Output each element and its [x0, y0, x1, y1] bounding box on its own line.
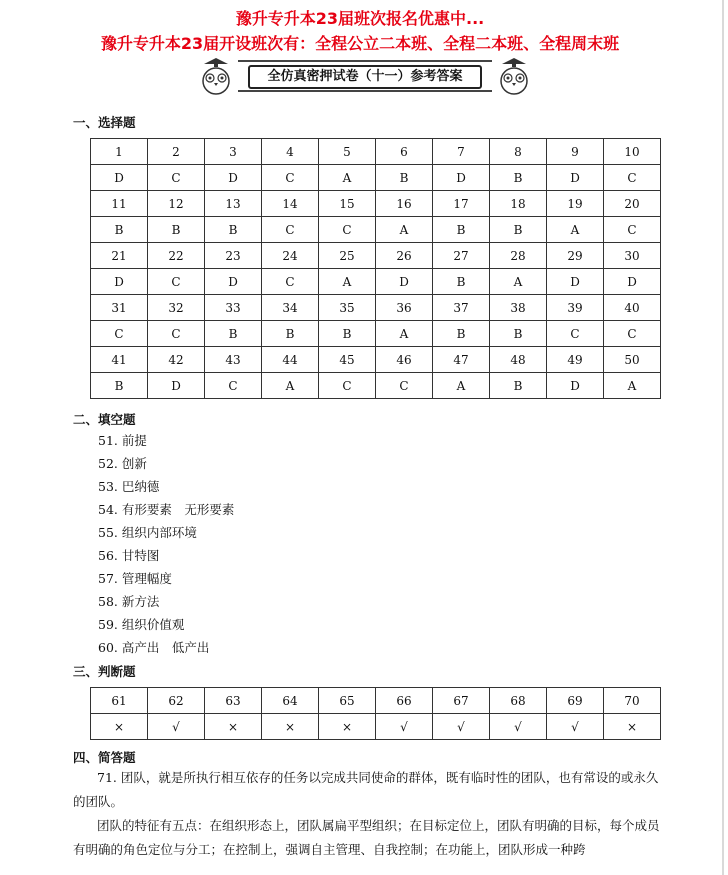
table-cell: 46: [376, 347, 433, 373]
table-cell: C: [91, 321, 148, 347]
table-cell: B: [490, 217, 547, 243]
table-cell: D: [91, 165, 148, 191]
list-item: 58. 新方法: [98, 594, 160, 609]
table-cell: D: [205, 165, 262, 191]
table-cell: 61: [91, 688, 148, 714]
table-cell: C: [148, 269, 205, 295]
table-cell: A: [604, 373, 661, 399]
table-cell: 50: [604, 347, 661, 373]
table-cell: 30: [604, 243, 661, 269]
table-cell: A: [319, 269, 376, 295]
table-cell: D: [91, 269, 148, 295]
list-item: 55. 组织内部环境: [98, 525, 197, 540]
table-cell: B: [490, 373, 547, 399]
true-false-answer-table: [90, 687, 661, 740]
list-item: 53. 巴纳德: [98, 479, 160, 494]
table-cell: C: [205, 373, 262, 399]
table-cell: √: [376, 714, 433, 740]
table-cell: C: [604, 321, 661, 347]
table-cell: 16: [376, 191, 433, 217]
table-cell: 24: [262, 243, 319, 269]
table-row: [91, 347, 661, 373]
table-cell: 33: [205, 295, 262, 321]
table-cell: A: [376, 217, 433, 243]
table-row: [91, 243, 661, 269]
table-cell: 42: [148, 347, 205, 373]
table-cell: B: [490, 321, 547, 347]
table-cell: ×: [262, 714, 319, 740]
owl-mascot-icon: [496, 56, 532, 96]
table-cell: 38: [490, 295, 547, 321]
table-cell: 66: [376, 688, 433, 714]
table-cell: 4: [262, 139, 319, 165]
table-cell: B: [490, 165, 547, 191]
table-cell: 44: [262, 347, 319, 373]
table-cell: 40: [604, 295, 661, 321]
list-item: 57. 管理幅度: [98, 571, 172, 586]
promo-banner-line-1: 豫升专升本23届班次报名优惠中...: [235, 9, 485, 28]
table-cell: 28: [490, 243, 547, 269]
header-rule-top: [238, 60, 492, 62]
table-cell: 10: [604, 139, 661, 165]
section-title-fill-blank: 二、填空题: [73, 412, 136, 427]
table-cell: 47: [433, 347, 490, 373]
table-cell: D: [376, 269, 433, 295]
table-cell: B: [262, 321, 319, 347]
table-row: [91, 321, 661, 347]
table-cell: ×: [319, 714, 376, 740]
table-cell: 25: [319, 243, 376, 269]
table-cell: A: [376, 321, 433, 347]
table-cell: 15: [319, 191, 376, 217]
table-cell: √: [547, 714, 604, 740]
table-cell: B: [91, 373, 148, 399]
table-cell: A: [547, 217, 604, 243]
table-cell: 31: [91, 295, 148, 321]
table-cell: D: [205, 269, 262, 295]
table-cell: 64: [262, 688, 319, 714]
table-cell: B: [433, 269, 490, 295]
table-cell: 62: [148, 688, 205, 714]
table-row: [91, 191, 661, 217]
table-cell: 48: [490, 347, 547, 373]
table-cell: B: [433, 321, 490, 347]
table-cell: 68: [490, 688, 547, 714]
table-cell: 43: [205, 347, 262, 373]
list-item: 52. 创新: [98, 456, 147, 471]
table-cell: C: [262, 217, 319, 243]
table-cell: B: [91, 217, 148, 243]
table-cell: 27: [433, 243, 490, 269]
table-cell: 8: [490, 139, 547, 165]
table-cell: D: [148, 373, 205, 399]
table-cell: C: [148, 321, 205, 347]
table-cell: B: [376, 165, 433, 191]
table-cell: A: [262, 373, 319, 399]
table-cell: 49: [547, 347, 604, 373]
table-cell: 13: [205, 191, 262, 217]
list-item: 56. 甘特图: [98, 548, 160, 563]
table-cell: 6: [376, 139, 433, 165]
section-title-true-false: 三、判断题: [73, 664, 136, 679]
table-row: [91, 714, 661, 740]
table-cell: B: [433, 217, 490, 243]
table-cell: 39: [547, 295, 604, 321]
table-row: [91, 373, 661, 399]
table-cell: 67: [433, 688, 490, 714]
table-cell: 35: [319, 295, 376, 321]
table-cell: D: [547, 373, 604, 399]
table-row: [91, 269, 661, 295]
table-cell: 37: [433, 295, 490, 321]
table-cell: 1: [91, 139, 148, 165]
table-cell: 21: [91, 243, 148, 269]
owl-mascot-icon: [198, 56, 234, 96]
table-cell: A: [433, 373, 490, 399]
table-cell: 45: [319, 347, 376, 373]
list-item: 59. 组织价值观: [98, 617, 185, 632]
table-cell: B: [205, 321, 262, 347]
table-cell: 11: [91, 191, 148, 217]
answer-key-header: [198, 56, 532, 96]
table-cell: 20: [604, 191, 661, 217]
list-item: 60. 高产出 低产出: [98, 640, 210, 655]
choice-answer-table: [90, 138, 661, 399]
table-cell: 22: [148, 243, 205, 269]
table-cell: 7: [433, 139, 490, 165]
table-cell: A: [490, 269, 547, 295]
table-cell: C: [262, 269, 319, 295]
table-cell: 2: [148, 139, 205, 165]
table-cell: C: [319, 217, 376, 243]
table-cell: 17: [433, 191, 490, 217]
table-cell: C: [604, 165, 661, 191]
short-answer-paragraph-1: 71. 团队，就是所执行相互依存的任务以完成共同使命的群体，既有临时性的团队，也有常设的或永久的团队。: [73, 770, 659, 809]
table-cell: 63: [205, 688, 262, 714]
table-cell: √: [433, 714, 490, 740]
table-cell: 34: [262, 295, 319, 321]
table-cell: 12: [148, 191, 205, 217]
table-cell: 26: [376, 243, 433, 269]
table-cell: ×: [91, 714, 148, 740]
table-cell: √: [148, 714, 205, 740]
table-cell: D: [433, 165, 490, 191]
table-cell: C: [148, 165, 205, 191]
table-cell: 3: [205, 139, 262, 165]
short-answer-paragraph-2: 团队的特征有五点：在组织形态上，团队属扁平型组织；在目标定位上，团队有明确的目标，每个成员有明确的角色定位与分工；在控制上，强调自主管理、自我控制；在功能上，团队形成一种跨: [73, 818, 660, 857]
header-rule-bottom: [238, 90, 492, 92]
section-title-choice: 一、选择题: [73, 115, 136, 130]
table-cell: 69: [547, 688, 604, 714]
table-row: [91, 165, 661, 191]
promo-banner-line-2: 豫升专升本23届开设班次有：全程公立二本班、全程二本班、全程周末班: [100, 34, 620, 53]
table-cell: C: [547, 321, 604, 347]
table-cell: ×: [205, 714, 262, 740]
fill-blank-answer-list: [98, 433, 234, 663]
list-item: 54. 有形要素 无形要素: [98, 502, 235, 517]
table-cell: 32: [148, 295, 205, 321]
table-cell: C: [604, 217, 661, 243]
section-title-short-answer: 四、简答题: [73, 750, 136, 765]
table-cell: C: [376, 373, 433, 399]
table-cell: B: [148, 217, 205, 243]
table-cell: 41: [91, 347, 148, 373]
table-cell: D: [604, 269, 661, 295]
table-cell: 29: [547, 243, 604, 269]
table-cell: 70: [604, 688, 661, 714]
table-row: [91, 139, 661, 165]
page-edge-rule: [722, 0, 724, 875]
table-cell: ×: [604, 714, 661, 740]
table-cell: 19: [547, 191, 604, 217]
table-cell: B: [205, 217, 262, 243]
table-cell: 65: [319, 688, 376, 714]
table-row: [91, 688, 661, 714]
answer-key-title: 全仿真密押试卷（十一）参考答案: [248, 65, 482, 89]
list-item: 51. 前提: [98, 433, 147, 448]
table-cell: A: [319, 165, 376, 191]
table-cell: C: [319, 373, 376, 399]
table-cell: 14: [262, 191, 319, 217]
table-cell: 23: [205, 243, 262, 269]
table-cell: D: [547, 165, 604, 191]
table-cell: 36: [376, 295, 433, 321]
table-cell: √: [490, 714, 547, 740]
table-cell: 9: [547, 139, 604, 165]
table-cell: C: [262, 165, 319, 191]
table-cell: D: [547, 269, 604, 295]
table-cell: B: [319, 321, 376, 347]
table-cell: 5: [319, 139, 376, 165]
table-row: [91, 295, 661, 321]
table-cell: 18: [490, 191, 547, 217]
table-row: [91, 217, 661, 243]
